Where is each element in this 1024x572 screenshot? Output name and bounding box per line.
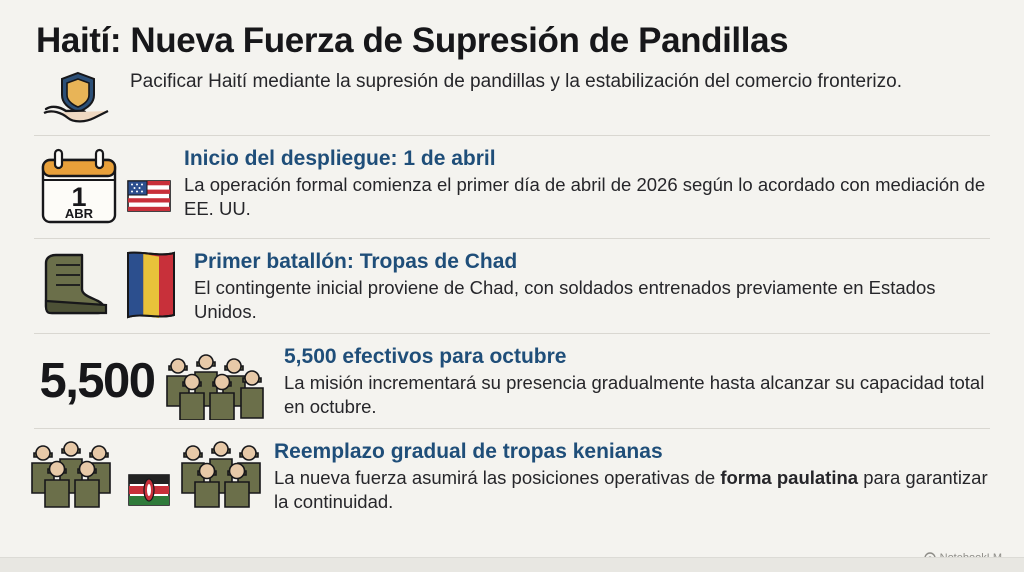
- bottom-bar: [0, 557, 1024, 572]
- kenyan-replacement-text-col: [264, 439, 990, 515]
- chad-flag-icon: [120, 249, 182, 325]
- calendar-day: 1: [71, 181, 87, 212]
- kenya-flag-icon: [128, 474, 170, 508]
- kenyan-replacement-heading: Reemplazo gradual de tropas kenianas: [274, 439, 663, 463]
- troop-target-body: La misión incrementará su presencia gradualmente hasta alcanzar su capacidad total en octubre.: [284, 371, 985, 418]
- troop-target-heading: 5,500 efectivos para octubre: [284, 344, 567, 368]
- deployment-body: La operación formal comienza el primer día de abril de 2026 según lo acordado con mediación de EE. UU.: [184, 173, 986, 220]
- calendar-icon: [37, 146, 121, 230]
- hand-holding-shield-icon: [34, 69, 120, 127]
- soldiers-group-icon: [176, 439, 272, 517]
- battalion-heading: Primer batallón: Tropas de Chad: [194, 249, 518, 273]
- intro-text: Pacificar Haití mediante la supresión de pandillas y la estabilización del comercio fronterizo.: [130, 70, 902, 92]
- row-deployment-start: [34, 135, 990, 238]
- calendar-month: ABR: [64, 205, 94, 221]
- soldiers-group-icon: [159, 344, 269, 420]
- combat-boot-icon: [36, 249, 114, 325]
- kenyan-replacement-body: La nueva fuerza asumirá las posiciones operativas de forma paulatina para garantizar la continuidad.: [274, 466, 988, 513]
- page-title: Haití: Nueva Fuerza de Supresión de Pandillas: [36, 21, 789, 60]
- row-troop-target: [34, 333, 990, 428]
- deployment-icons: [34, 146, 174, 230]
- soldiers-group-icon: [26, 439, 126, 517]
- us-flag-icon: [127, 180, 171, 214]
- row-first-battalion: [34, 238, 990, 333]
- battalion-body: El contingente inicial proviene de Chad, con soldados entrenados previamente en Estados Unidos.: [194, 276, 936, 323]
- intro-text-col: [120, 69, 990, 95]
- troop-target-icons: [34, 344, 274, 420]
- row-kenyan-replacement: [34, 428, 990, 525]
- deployment-heading: Inicio del despliegue: 1 de abril: [184, 146, 496, 170]
- kenyan-replacement-icons: [34, 439, 264, 517]
- intro-row: [34, 63, 990, 135]
- battalion-text-col: [184, 249, 990, 325]
- battalion-icons: [34, 249, 184, 325]
- troop-target-text-col: [274, 344, 990, 420]
- troop-count-number: 5,500: [39, 354, 155, 408]
- deployment-text-col: [174, 146, 990, 222]
